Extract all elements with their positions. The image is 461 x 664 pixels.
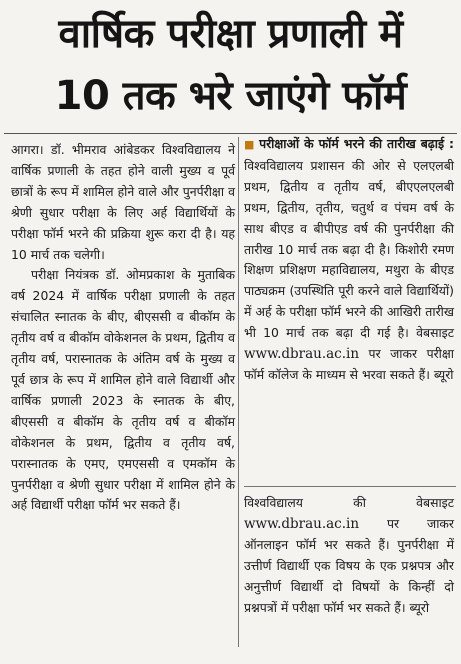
headline-line-2: 10 तक भरे जाएंगे फॉर्म [54, 73, 407, 119]
left-column [11, 140, 235, 516]
right-b-intro: विश्वविद्यालय की वेबसाइट [244, 495, 454, 510]
right-paragraph-1 [244, 134, 454, 386]
website-url-2[interactable]: www.dbrau.ac.in [244, 515, 360, 532]
left-paragraph-1: आगरा। डॉ. भीमराव आंबेडकर विश्वविद्यालय ने वार्षिक प्रणाली के तहत होने वाली मुख्य व पूर्व छात्रों के रूप में शामिल होने वाले और पुनर्परीक्षा व श्रेणी सुधार परीक्षा के लिए अर्ह विद्यार्थियों के परीक्षा फॉर्म भरने की प्रक्रिया शुरू करा दी है। यह 10 मार्च तक चलेगी। [11, 142, 235, 262]
right-paragraph-2 [244, 493, 454, 618]
right-tail: पर जाकर परीक्षा फॉर्म कॉलेज के माध्यम से भरवा सकते हैं। ब्यूरो [244, 346, 454, 382]
right-lead: परीक्षाओं के फॉर्म भरने की तारीख बढ़ाई : [259, 136, 454, 151]
website-url[interactable]: www.dbrau.ac.in [244, 346, 360, 363]
right-column-bottom [244, 493, 454, 618]
section-divider [244, 486, 456, 487]
square-bullet-icon: ■ [244, 138, 256, 151]
left-paragraph-2: परीक्षा नियंत्रक डॉ. ओमप्रकाश के मुताबिक वर्ष 2024 में वार्षिक परीक्षा प्रणाली के तहत संचालित स्नातक के बीए, बीएससी व बीकॉम के तृतीय वर्ष व बीकॉम वोकेशनल के प्रथम, द्वितीय व तृतीय वर्ष, परास्नातक के अंतिम वर्ष के मुख्य व पूर्व छात्र के रूप में शामिल होने वाले विद्यार्थी और वार्षिक प्रणाली 2023 के स्नातक के बीए, बीएससी व बीकॉम के तृतीय वर्ष व बीकॉम वोकेशनल के प्रथम, द्वितीय व तृतीय वर्ष, परास्नातक के एमए, एमएससी व एमकॉम के पुनर्परीक्षा व श्रेणी सुधार परीक्षा में शामिल होने के अर्ह विद्यार्थी परीक्षा फॉर्म भर सकते हैं। [11, 267, 235, 513]
right-b-body: पर जाकर ऑनलाइन फॉर्म भर सकते हैं। पुनर्परीक्षा में उत्तीर्ण विद्यार्थी एक विषय के एक प्रश्नपत्र और अनुत्तीर्ण विद्यार्थी दो विषयों के किन्हीं दो प्रश्नपत्रों में परीक्षा फॉर्म भर सकते हैं। ब्यूरो [244, 515, 454, 615]
right-column-top [244, 134, 454, 386]
headline-line-1: वार्षिक परीक्षा प्रणाली में [58, 11, 403, 57]
right-body: विश्वविद्यालय प्रशासन की ओर से एलएलबी प्रथम, द्वितीय व तृतीय वर्ष, बीएएलएलबी प्रथम, द्वितीय, तृतीय, चतुर्थ व पंचम वर्ष के साथ बीएड व बीपीएड वर्ष की पुनर्परीक्षा की तारीख 10 मार्च तक बढ़ा दी है। किशोरी रमण शिक्षण प्रशिक्षण महाविद्यालय, मथुरा के बीएड पाठ्यक्रम (उपस्थिति पूरी करने वाले विद्यार्थियों) में अर्ह के परीक्षा फॉर्म भरने की आखिरी तारीख भी 10 मार्च तक बढ़ा दी गई है। वेबसाइट [244, 157, 454, 341]
column-divider [238, 137, 239, 647]
